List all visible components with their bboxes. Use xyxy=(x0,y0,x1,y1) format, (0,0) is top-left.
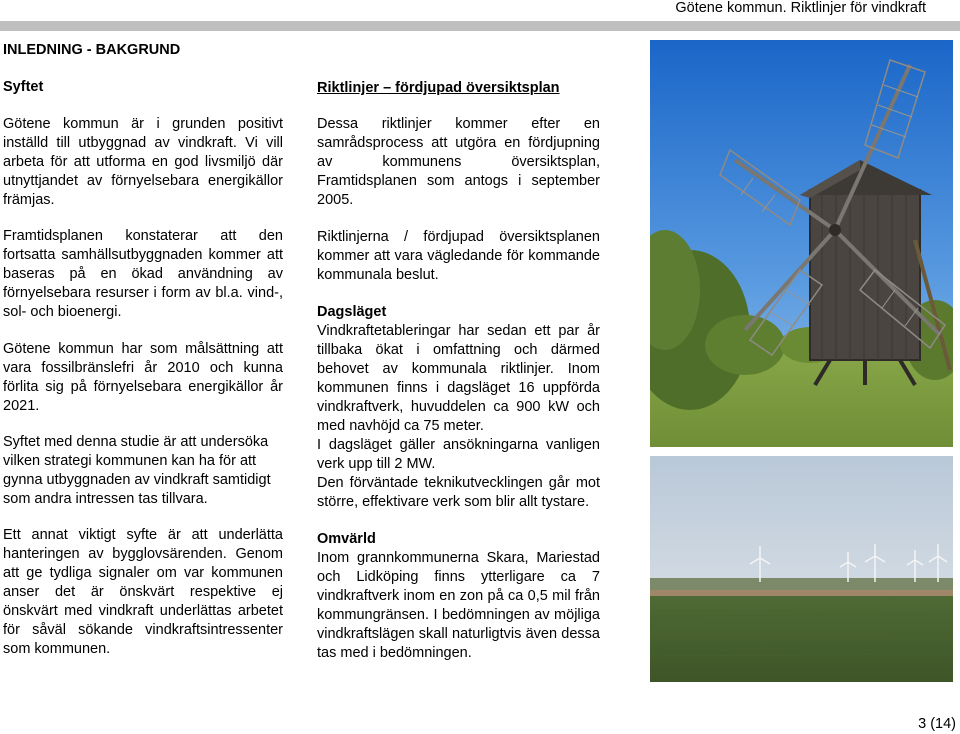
paragraph: I dagsläget gäller ansökningarna vanligen verk upp till 2 MW. xyxy=(317,437,600,472)
page-number: 3 (14) xyxy=(918,716,956,732)
running-header: Götene kommun. Riktlinjer för vindkraft xyxy=(675,0,926,16)
section-heading: INLEDNING - BAKGRUND xyxy=(3,42,181,58)
paragraph: Inom grannkommunerna Skara, Mariestad och Lidköping finns ytterligare ca 7 vindkraftverk inom en zon på ca 0,5 mil från kommungränsen. I bedömningen av möjliga vindkraftslägen skall naturligtvis även dessa tas med i bedömningen. xyxy=(317,550,600,661)
paragraph: Vindkraftetableringar har sedan ett par år tillbaka ökat i omfattning och därmed behovet av kommunala riktlinjer. Inom kommunen finns i dagsläget 16 uppförda vindkraftverk, huvuddelen ca 900 kW och med navhöjd ca 75 meter. xyxy=(317,323,600,434)
subheading-omvarld: Omvärld xyxy=(317,531,376,547)
subheading-dagslaget: Dagsläget xyxy=(317,304,387,320)
paragraph: Framtidsplanen konstaterar att den fortsatta samhällsutbyggnaden kommer att baseras på en ökad användning av förnyelsebara resurser i form av bl.a. vind-, sol- och bioenergi. xyxy=(3,228,283,320)
subheading-syftet: Syftet xyxy=(3,79,44,95)
paragraph: Götene kommun har som målsättning att vara fossilbränslefri år 2010 och kunna förlita sig på förnyelsebara energikällor år 2021. xyxy=(3,341,283,414)
paragraph: Götene kommun är i grunden positivt inställd till utbyggnad av vindkraft. Vi vill arbeta för att utforma en god livsmiljö där utnyttjandet av förnyelsebara energikällor främjas. xyxy=(3,116,283,208)
paragraph: Dessa riktlinjer kommer efter en samrådsprocess att utgöra en fördjupning av kommunens översiktsplan, Framtidsplanen som antogs i september 2005. xyxy=(317,116,600,208)
paragraph: Den förväntade teknikutvecklingen går mot större, effektivare verk som blir allt tystare. xyxy=(317,475,600,510)
wind-farm-field-photo xyxy=(650,456,953,682)
header-rule xyxy=(0,21,960,31)
paragraph: Riktlinjerna / fördjupad översiktsplanen kommer att vara vägledande för kommande kommunala beslut. xyxy=(317,229,600,283)
old-windmill-photo xyxy=(650,40,953,447)
left-column xyxy=(3,41,283,659)
section-heading: Riktlinjer – fördjupad översiktsplan xyxy=(317,80,560,96)
middle-column xyxy=(317,79,600,663)
paragraph: Ett annat viktigt syfte är att underlätta hanteringen av bygglovsärenden. Genom att ge tydliga signaler om var kommunen anser det är önskvärt respektive ej önskvärt med vindkraft underlättas arbetet för såväl sökande vindkraftsintressenter som kommunen. xyxy=(3,527,283,657)
paragraph: Syftet med denna studie är att undersöka vilken strategi kommunen kan ha för att gynna utbyggnaden av vindkraft samtidigt som andra intressen tas tillvara. xyxy=(3,434,271,507)
